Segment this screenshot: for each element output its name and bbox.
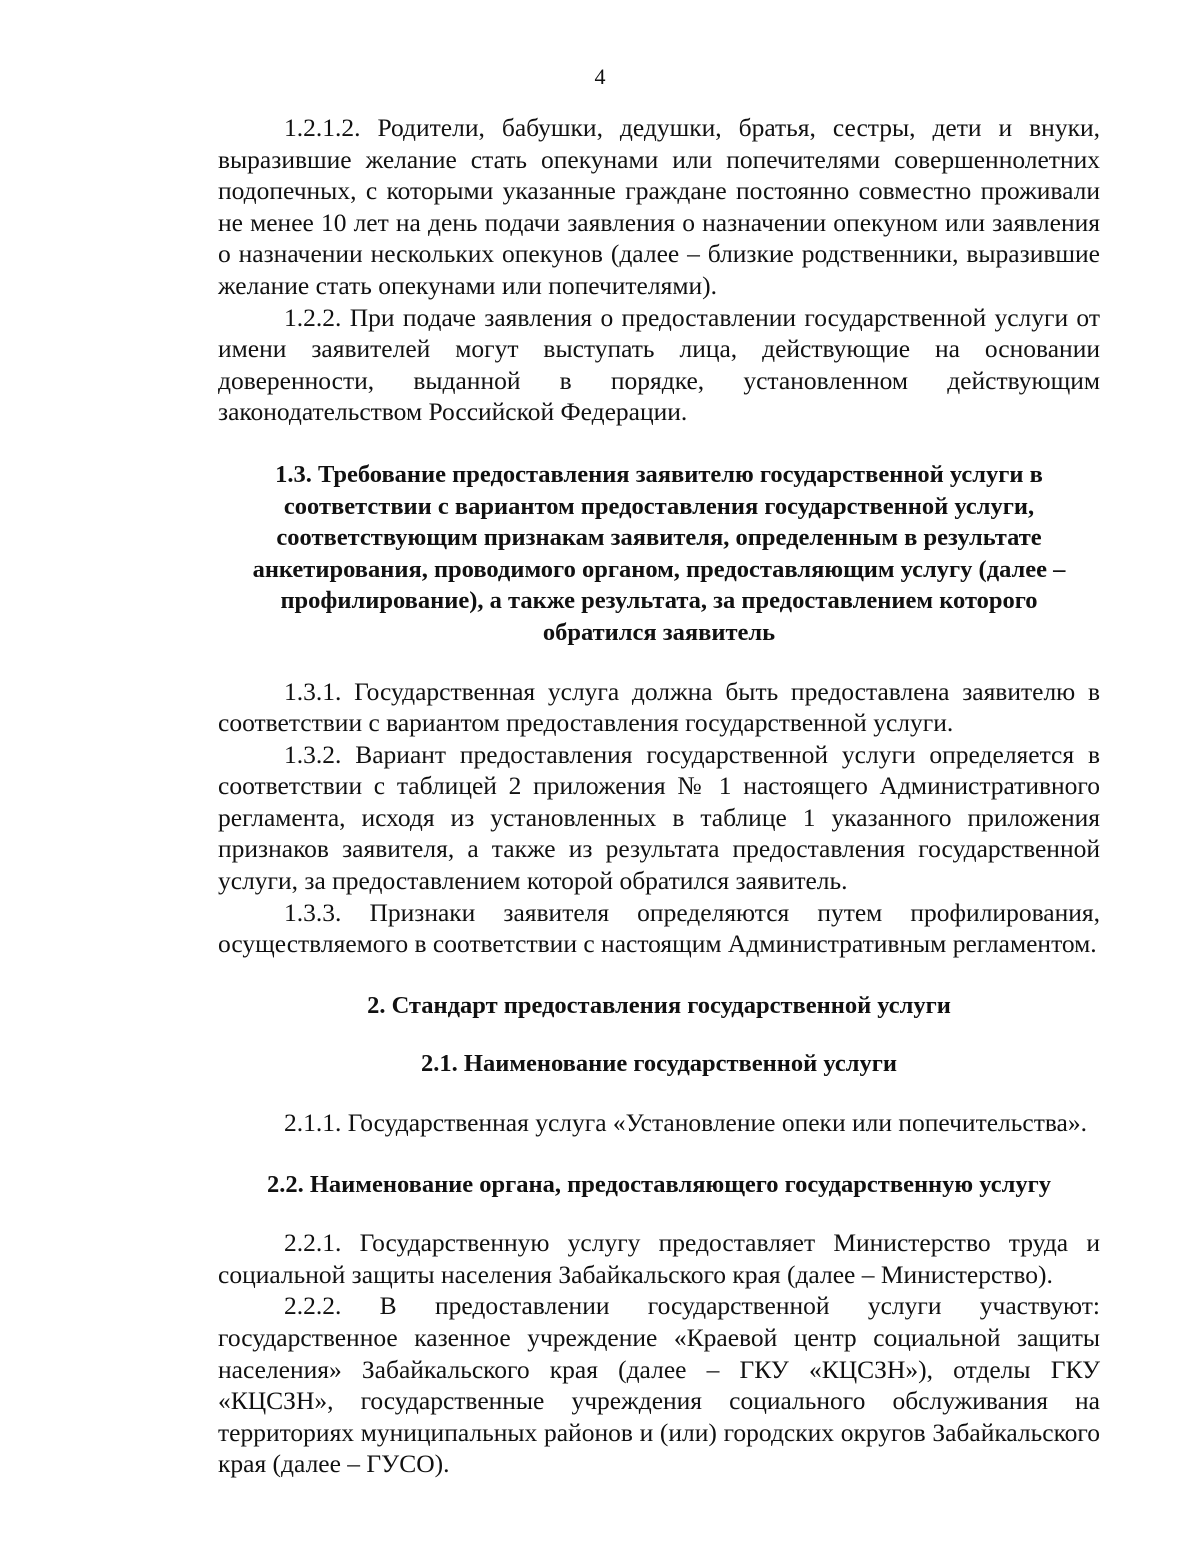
paragraph-1-3-3: 1.3.3. Признаки заявителя определяются путем профилирования, осуществляемого в соответствии с настоящим Административным регламентом. <box>218 897 1100 959</box>
heading-1-3: 1.3. Требование предоставления заявителю государственной услуги в соответствии с вариантом предоставления государственной услуги, соответствующим признакам заявителя, определенным в результате анкетирования, проводимого органом, предоставляющим услугу (далее – профилирование), а также результата, за предоставлением которого обратился заявитель <box>252 460 1066 646</box>
page-number: 4 <box>594 64 606 89</box>
paragraph-1-2-1-2: 1.2.1.2. Родители, бабушки, дедушки, братья, сестры, дети и внуки, выразившие желание стать опекунами или попечителями совершеннолетних подопечных, с которыми указанные граждане постоянно совместно проживали не менее 10 лет на день подачи заявления о назначении опекуном или заявления о назначении нескольких опекунов (далее – близкие родственники, выразившие желание стать опекунами или попечителями). <box>218 113 1100 300</box>
paragraph-2-2-1: 2.2.1. Государственную услугу предоставляет Министерство труда и социальной защиты населения Забайкальского края (далее – Министерство). <box>218 1228 1100 1289</box>
heading-section-2: 2. Стандарт предоставления государственной услуги <box>367 991 951 1019</box>
paragraph-1-3-2: 1.3.2. Вариант предоставления государственной услуги определяется в соответствии с таблицей 2 приложения № 1 настоящего Административного регламента, исходя из установленных в таблице 1 указанного приложения признаков заявителя, а также из результата предоставления государственной услуги, за предоставлением которой обратился заявитель. <box>218 739 1100 896</box>
document-body <box>218 112 1100 1480</box>
paragraph-2-1-1: 2.1.1. Государственная услуга «Установление опеки или попечительства». <box>284 1108 1087 1138</box>
paragraph-2-2-2: 2.2.2. В предоставлении государственной услуги участвуют: государственное казенное учреждение «Краевой центр социальной защиты населения» Забайкальского края (далее – ГКУ «КЦСЗН»), отделы ГКУ «КЦСЗН», государственные учреждения социального обслуживания на территориях муниципальных районов и (или) городских округов Забайкальского края (далее – ГУСО). <box>218 1291 1100 1479</box>
heading-2-2: 2.2. Наименование органа, предоставляющего государственную услугу <box>266 1170 1052 1198</box>
paragraph-1-3-1: 1.3.1. Государственная услуга должна быть предоставлена заявителю в соответствии с вариантом предоставления государственной услуги. <box>218 676 1100 738</box>
paragraph-1-2-2: 1.2.2. При подаче заявления о предоставлении государственной услуги от имени заявителей могут выступать лица, действующие на основании доверенности, выданной в порядке, установленном действующим законодательством Российской Федерации. <box>218 302 1100 427</box>
heading-2-1: 2.1. Наименование государственной услуги <box>421 1050 897 1078</box>
